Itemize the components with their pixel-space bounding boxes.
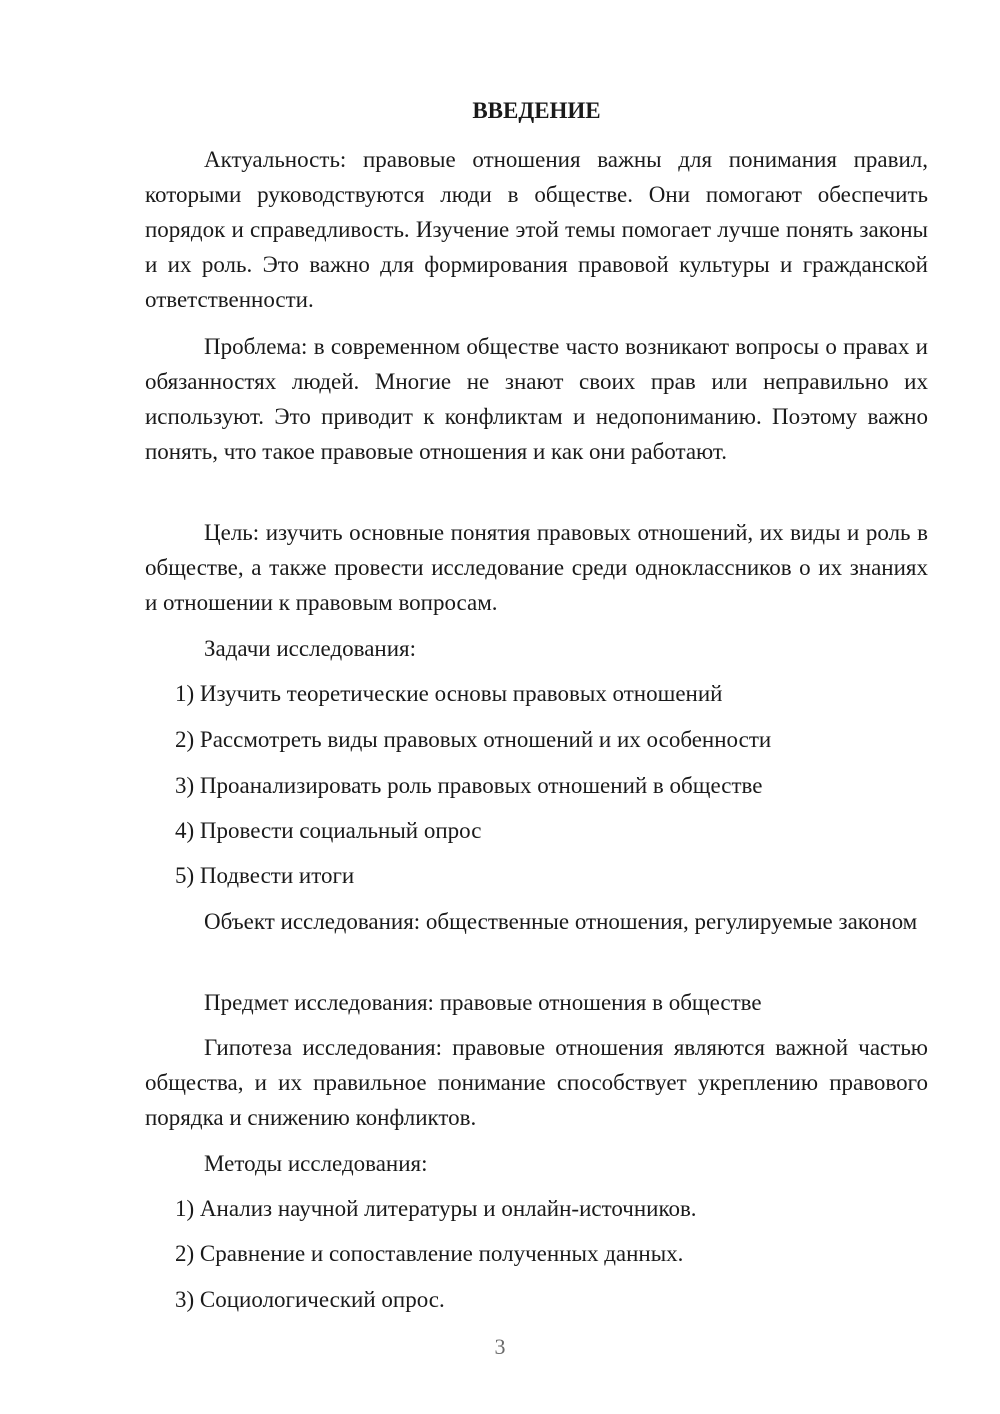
- hypothesis-paragraph: Гипотеза исследования: правовые отношения являются важной частью общества, и их правильное понимание способствует укреплению правового порядка и снижению конфликтов.: [145, 1035, 928, 1130]
- method-item-2: 2) Сравнение и сопоставление полученных данных.: [175, 1241, 684, 1266]
- page-number: 3: [494, 1334, 506, 1359]
- relevance-paragraph: Актуальность: правовые отношения важны для понимания правил, которыми руководствуются люди в обществе. Они помогают обеспечить порядок и справедливость. Изучение этой темы помогает лучше понять законы и их роль. Это важно для формирования правовой культуры и гражданской ответственности.: [145, 147, 928, 312]
- section-title: ВВЕДЕНИЕ: [472, 98, 601, 123]
- task-item-3: 3) Проанализировать роль правовых отношений в обществе: [175, 773, 763, 798]
- task-item-4: 4) Провести социальный опрос: [175, 818, 482, 843]
- method-item-1: 1) Анализ научной литературы и онлайн-источников.: [175, 1196, 697, 1221]
- task-item-1: 1) Изучить теоретические основы правовых отношений: [175, 681, 723, 706]
- task-item-2: 2) Рассмотреть виды правовых отношений и их особенности: [175, 727, 772, 752]
- task-item-5: 5) Подвести итоги: [175, 863, 355, 888]
- subject-paragraph: Предмет исследования: правовые отношения в обществе: [204, 990, 762, 1015]
- problem-paragraph: Проблема: в современном обществе часто возникают вопросы о правах и обязанностях людей. Многие не знают своих прав или неправильно их используют. Это приводит к конфликтам и недопониманию. Поэтому важно понять, что такое правовые отношения и как они работают.: [145, 334, 928, 464]
- methods-heading: Методы исследования:: [204, 1151, 428, 1176]
- goal-paragraph: Цель: изучить основные понятия правовых отношений, их виды и роль в обществе, а также провести исследование среди одноклассников о их знаниях и отношении к правовым вопросам.: [145, 520, 928, 615]
- object-paragraph: Объект исследования: общественные отношения, регулируемые законом: [204, 909, 918, 934]
- tasks-heading: Задачи исследования:: [204, 636, 417, 661]
- method-item-3: 3) Социологический опрос.: [175, 1287, 445, 1312]
